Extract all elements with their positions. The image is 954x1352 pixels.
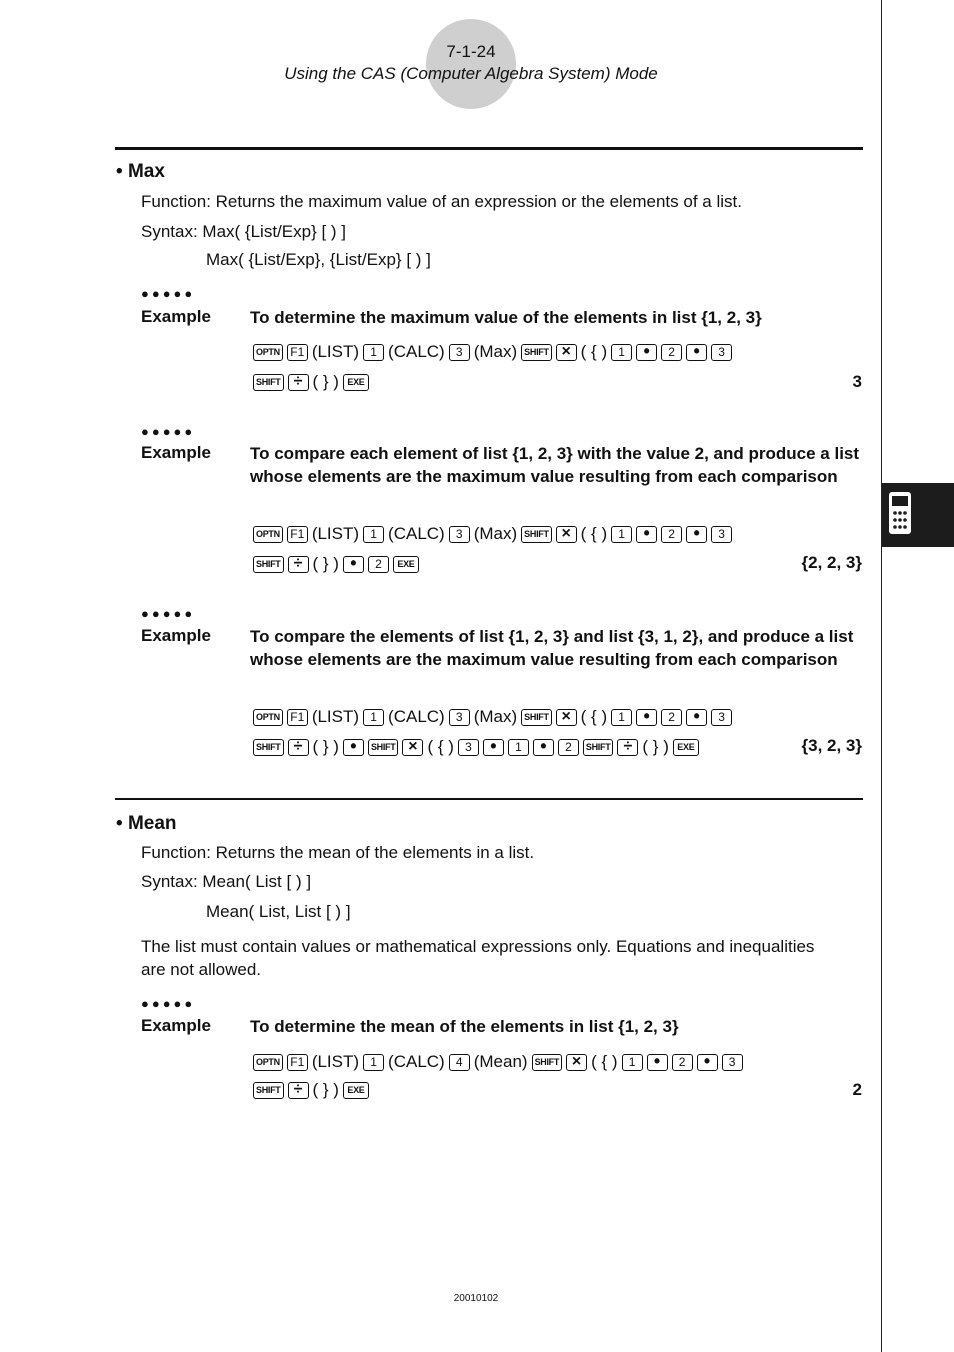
shift-key: SHIFT <box>253 1082 284 1099</box>
page-number: 7-1-24 <box>446 42 496 61</box>
right-margin-rule <box>881 0 882 1352</box>
key-1: 1 <box>363 526 384 543</box>
right-brace-label: ( } ) <box>642 737 669 756</box>
key-2: 2 <box>672 1054 693 1071</box>
example-title: To compare each element of list {1, 2, 3} with the value 2, and produce a list whose elements are the maximum value resulting from each comparison <box>250 444 860 486</box>
shift-key: SHIFT <box>253 556 284 573</box>
divide-key: ÷ <box>288 556 309 573</box>
f1-key: F1 <box>287 526 308 543</box>
shift-key: SHIFT <box>521 344 552 361</box>
shift-key: SHIFT <box>521 709 552 726</box>
multiply-key: × <box>402 739 423 756</box>
exe-key: EXE <box>343 374 369 391</box>
key-1: 1 <box>508 739 529 756</box>
key-3: 3 <box>449 526 470 543</box>
exe-key: EXE <box>393 556 419 573</box>
mean-function-text: Function: Returns the mean of the elements in a list. <box>141 843 535 862</box>
shift-key: SHIFT <box>521 526 552 543</box>
exe-key: EXE <box>673 739 699 756</box>
max-syntax-line2: Max( {List/Exp}, {List/Exp} [ ) ] <box>206 250 431 269</box>
optn-key: OPTN <box>253 526 283 543</box>
right-brace-label: ( } ) <box>312 372 339 391</box>
key-sequence-line <box>253 1079 369 1101</box>
key-sequence-line <box>253 1051 743 1073</box>
footer-code: 20010102 <box>453 1293 499 1304</box>
example-label: Example <box>141 1016 211 1035</box>
calc-label: (CALC) <box>388 342 445 361</box>
max-label: (Max) <box>473 342 518 361</box>
key-sequence-line <box>253 523 732 545</box>
example-title: To determine the maximum value of the elements in list {1, 2, 3} <box>250 308 762 327</box>
key-sequence-line <box>253 371 369 393</box>
calc-label: (CALC) <box>388 707 445 726</box>
example-title: To determine the mean of the elements in list {1, 2, 3} <box>250 1017 679 1036</box>
multiply-key: × <box>556 709 577 726</box>
divide-key: ÷ <box>288 1082 309 1099</box>
comma-key: • <box>636 709 657 726</box>
key-4: 4 <box>449 1054 470 1071</box>
shift-key: SHIFT <box>532 1054 563 1071</box>
example-dots: ●●●●● <box>141 424 196 439</box>
key-2: 2 <box>661 709 682 726</box>
optn-key: OPTN <box>253 1054 283 1071</box>
list-label: (LIST) <box>311 524 360 543</box>
key-sequence-line <box>253 706 732 728</box>
key-3: 3 <box>711 709 732 726</box>
key-3: 3 <box>449 709 470 726</box>
comma-key: • <box>647 1054 668 1071</box>
right-brace-label: ( } ) <box>312 737 339 756</box>
multiply-key: × <box>556 526 577 543</box>
divide-key: ÷ <box>288 739 309 756</box>
calc-label: (CALC) <box>388 524 445 543</box>
optn-key: OPTN <box>253 344 283 361</box>
list-label: (LIST) <box>311 342 360 361</box>
comma-key: • <box>697 1054 718 1071</box>
key-2: 2 <box>661 526 682 543</box>
mean-label: (Mean) <box>473 1052 528 1071</box>
key-1: 1 <box>611 344 632 361</box>
example-label: Example <box>141 307 211 326</box>
key-sequence-line <box>253 341 732 363</box>
left-brace-label: ( { ) <box>580 342 608 361</box>
key-3: 3 <box>449 344 470 361</box>
shift-key: SHIFT <box>583 739 614 756</box>
comma-key: • <box>686 344 707 361</box>
key-3: 3 <box>711 344 732 361</box>
list-label: (LIST) <box>311 707 360 726</box>
example-result: {3, 2, 3} <box>801 736 862 755</box>
comma-key: • <box>533 739 554 756</box>
example-dots: ●●●●● <box>141 996 196 1011</box>
comma-key: • <box>343 556 364 573</box>
max-label: (Max) <box>473 707 518 726</box>
list-label: (LIST) <box>311 1052 360 1071</box>
section-title-max: • Max <box>116 161 165 182</box>
divide-key: ÷ <box>617 739 638 756</box>
key-1: 1 <box>363 344 384 361</box>
key-1: 1 <box>363 709 384 726</box>
example-result: 3 <box>852 372 862 391</box>
right-brace-label: ( } ) <box>312 1080 339 1099</box>
key-2: 2 <box>661 344 682 361</box>
key-2: 2 <box>368 556 389 573</box>
section-divider-max <box>115 147 863 150</box>
calc-label: (CALC) <box>388 1052 445 1071</box>
key-3: 3 <box>711 526 732 543</box>
example-result: {2, 2, 3} <box>801 553 862 572</box>
max-syntax-line1: Syntax: Max( {List/Exp} [ ) ] <box>141 222 347 241</box>
key-1: 1 <box>622 1054 643 1071</box>
example-dots: ●●●●● <box>141 286 196 301</box>
key-sequence-line <box>253 553 419 575</box>
chapter-tab <box>882 483 954 547</box>
key-3: 3 <box>722 1054 743 1071</box>
comma-key: • <box>636 344 657 361</box>
mean-note-line1: The list must contain values or mathematical expressions only. Equations and inequalities <box>141 937 815 956</box>
left-brace-label: ( { ) <box>580 707 608 726</box>
example-result: 2 <box>852 1080 862 1099</box>
divide-key: ÷ <box>288 374 309 391</box>
example-title: To compare the elements of list {1, 2, 3} and list {3, 1, 2}, and produce a list whose elements are the maximum value resulting from each comparison <box>250 627 854 669</box>
example-label: Example <box>141 443 211 462</box>
comma-key: • <box>343 739 364 756</box>
max-function-text: Function: Returns the maximum value of an expression or the elements of a list. <box>141 192 742 211</box>
key-1: 1 <box>611 526 632 543</box>
mean-note-line2: are not allowed. <box>141 960 262 979</box>
section-title-mean: • Mean <box>116 813 177 834</box>
left-brace-label: ( { ) <box>427 737 454 756</box>
key-sequence-line <box>253 736 699 758</box>
calculator-icon <box>888 491 912 535</box>
example-dots: ●●●●● <box>141 606 196 621</box>
key-3: 3 <box>458 739 479 756</box>
example-label: Example <box>141 626 211 645</box>
key-1: 1 <box>611 709 632 726</box>
f1-key: F1 <box>287 344 308 361</box>
left-brace-label: ( { ) <box>591 1052 618 1071</box>
key-2: 2 <box>558 739 579 756</box>
key-1: 1 <box>363 1054 384 1071</box>
section-divider-mean <box>115 798 863 800</box>
shift-key: SHIFT <box>253 739 284 756</box>
comma-key: • <box>483 739 504 756</box>
comma-key: • <box>686 709 707 726</box>
left-brace-label: ( { ) <box>580 524 608 543</box>
shift-key: SHIFT <box>368 739 399 756</box>
comma-key: • <box>686 526 707 543</box>
shift-key: SHIFT <box>253 374 284 391</box>
max-label: (Max) <box>473 524 518 543</box>
mean-syntax-line1: Syntax: Mean( List [ ) ] <box>141 872 312 891</box>
f1-key: F1 <box>287 709 308 726</box>
page-header-title: Using the CAS (Computer Algebra System) Mode <box>284 64 658 83</box>
right-brace-label: ( } ) <box>312 554 339 573</box>
exe-key: EXE <box>343 1082 369 1099</box>
multiply-key: × <box>556 344 577 361</box>
mean-syntax-line2: Mean( List, List [ ) ] <box>206 902 351 921</box>
f1-key: F1 <box>287 1054 308 1071</box>
multiply-key: × <box>566 1054 587 1071</box>
optn-key: OPTN <box>253 709 283 726</box>
comma-key: • <box>636 526 657 543</box>
